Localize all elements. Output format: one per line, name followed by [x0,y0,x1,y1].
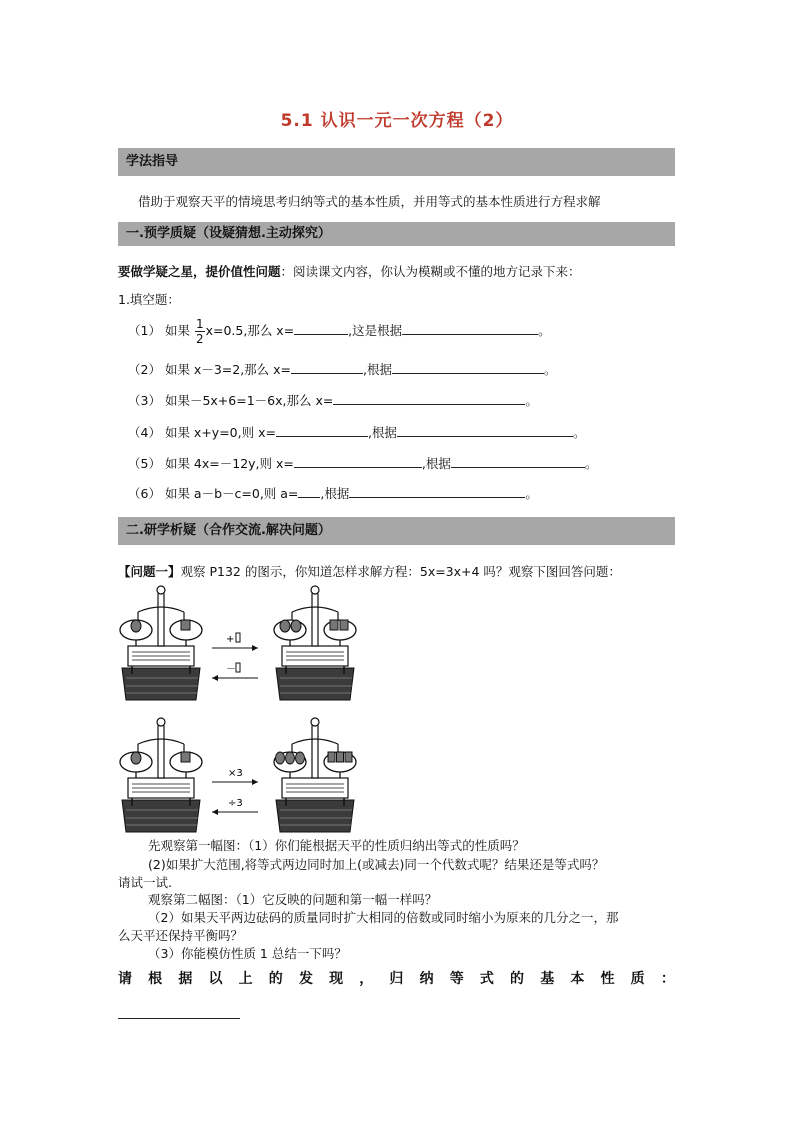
scale-top-left [120,586,202,700]
answer-blank[interactable] [333,392,525,405]
observe-line-5: （2）如果天平两边砝码的质量同时扩大相同的倍数或同时缩小为原来的几分之一，那 [148,910,619,925]
fill-item-2: （2） 如果 x－3=2,那么 x= ,根据 。 [128,362,557,377]
answer-blank[interactable] [291,361,363,374]
balance-scales-figure [112,582,372,834]
fill-item-3: （3） 如果－5x+6=1－6x,那么 x= 。 [128,393,538,408]
arrow-mul-label: ×3 [228,768,243,779]
answer-blank[interactable] [276,424,368,437]
conclusion-prompt: 请 根 据 以 上 的 发 现 ， 归 纳 等 式 的 基 本 性 质 ： [118,971,675,987]
reason-blank[interactable] [402,322,538,335]
intro-bold: 要做学疑之星，提价值性问题 [118,264,281,279]
reason-blank[interactable] [392,361,544,374]
conclusion-answer-line[interactable] [118,1018,240,1019]
reason-blank[interactable] [349,485,525,498]
arrow-sub-label: － [226,664,236,675]
fill-item-4: （4） 如果 x+y=0,则 x= ,根据 。 [128,425,586,440]
scale-top-right [274,586,356,700]
intro-rest: ：阅读课文内容，你认为模糊或不懂的地方记录下来： [280,264,581,279]
section-header-research: 二.研学析疑（合作交流.解决问题） [118,517,675,545]
fill-item-6: （6） 如果 a－b－c=0,则 a= ,根据 。 [128,486,538,501]
study-guide-text: 借助于观察天平的情境思考归纳等式的基本性质，并用等式的基本性质进行方程求解 [138,194,601,209]
fill-item-1: （1） 如果 $\frac{1}{2}$ x=0.5,那么 x= ,这是根据 。 [128,317,551,346]
section-header-study: 学法指导 [118,148,675,176]
scale-bottom-left [120,718,202,832]
answer-blank[interactable] [298,485,320,498]
fill-item-5: （5） 如果 4x=－12y,则 x= ,根据 。 [128,456,598,471]
scale-bottom-right [274,718,356,832]
observe-line-3: 请试一试. [118,875,172,890]
observe-line-1: 先观察第一幅图：（1）你们能根据天平的性质归纳出等式的性质吗？ [148,838,525,853]
reason-blank[interactable] [451,455,585,468]
reason-blank[interactable] [397,424,573,437]
section-header-preview: 一.预学质疑（设疑猜想.主动探究） [118,222,675,246]
observe-line-4: 观察第二幅图：（1）它反映的问题和第一幅一样吗？ [148,892,438,907]
answer-blank[interactable] [294,455,422,468]
observe-line-6: 么天平还保持平衡吗？ [118,928,244,943]
fraction: $\frac{1}{2}$ [195,317,204,346]
preview-intro [118,262,581,280]
problem-one: 【问题一】观察 P132 的图示，你知道怎样求解方程：5x=3x+4 吗？观察下图回答问题： [118,564,621,579]
observe-line-7: （3）你能模仿性质 1 总结一下吗？ [148,946,347,961]
fill-title: 1.填空题： [118,292,180,307]
answer-blank[interactable] [294,322,348,335]
arrow-div-label: ÷3 [228,798,243,809]
observe-line-2: (2)如果扩大范围,将等式两边同时加上(或减去)同一个代数式呢？结果还是等式吗？ [148,857,605,872]
arrow-add-label: + [226,634,235,645]
page-title: 5.1 认识一元一次方程（2） [280,111,514,131]
